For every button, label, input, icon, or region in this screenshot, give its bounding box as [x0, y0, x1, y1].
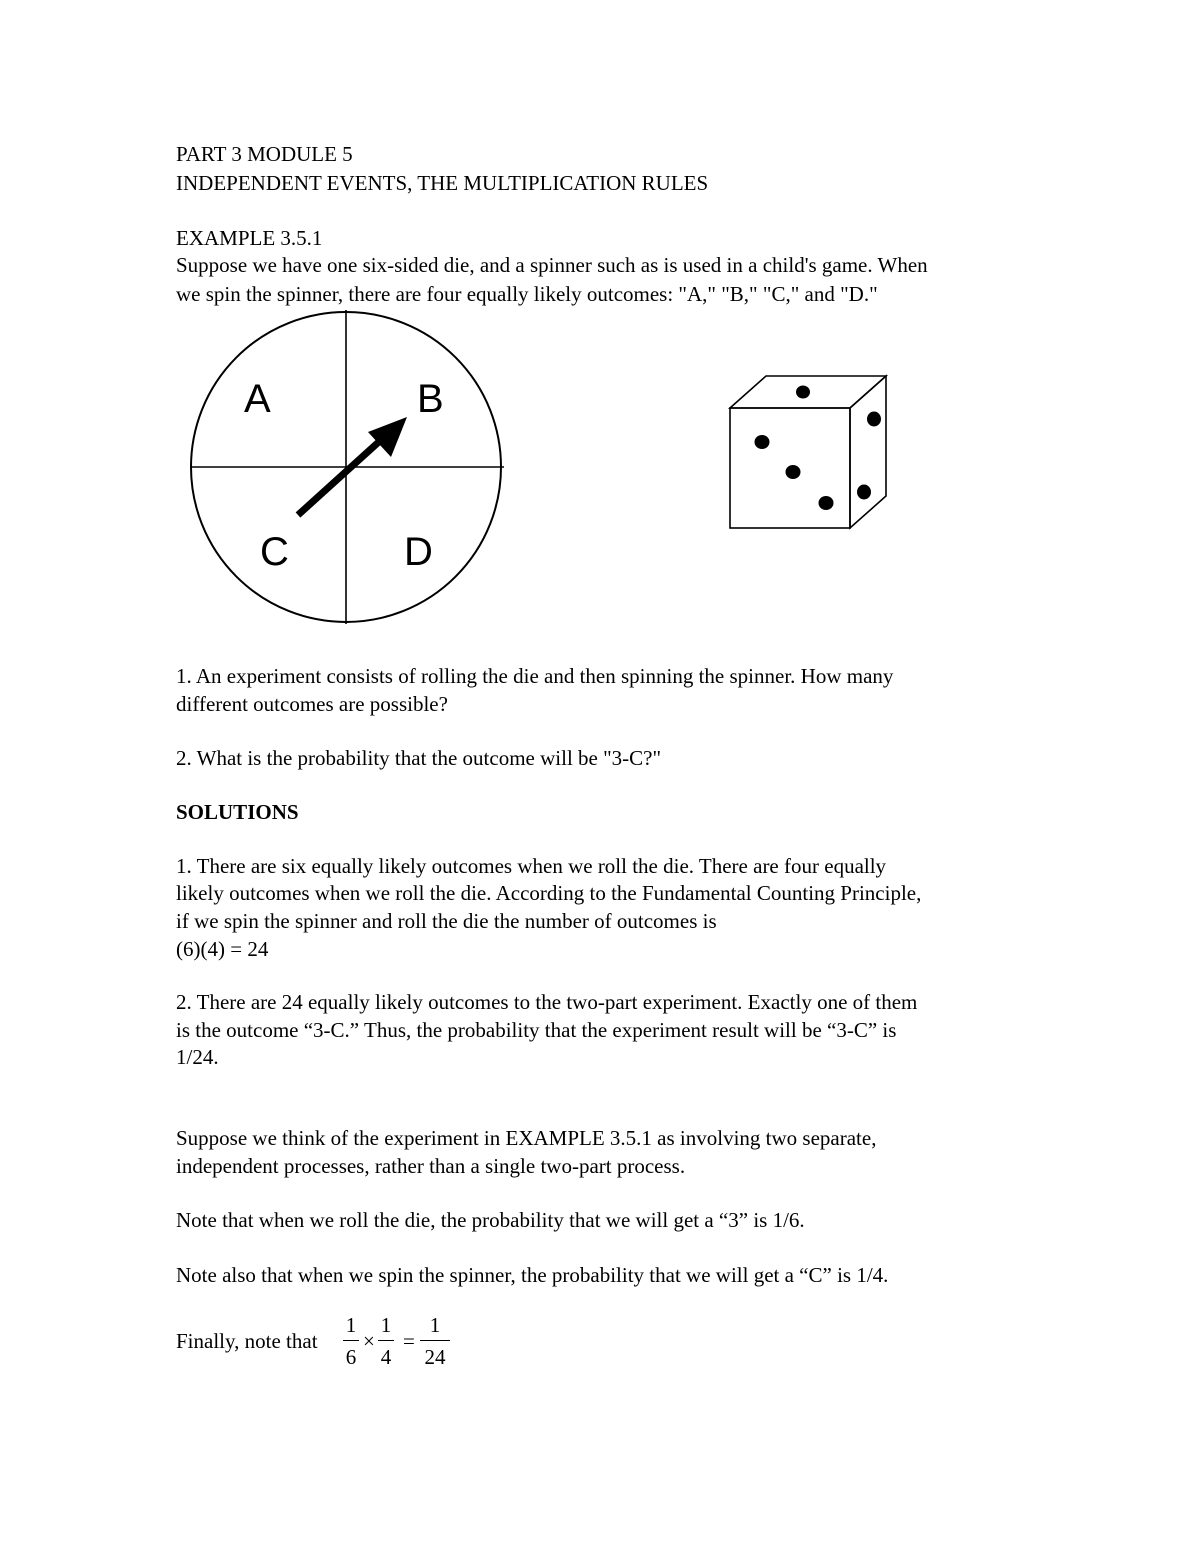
die-pip [786, 465, 801, 479]
question-1-line-1: 1. An experiment consists of rolling the die and then spinning the spinner. How many [176, 664, 894, 688]
solution-1-line-1: 1. There are six equally likely outcomes when we roll the die. There are four equally [176, 854, 887, 878]
fraction-bar [378, 1340, 394, 1341]
fraction-denominator: 6 [345, 1345, 357, 1369]
module-title: INDEPENDENT EVENTS, THE MULTIPLICATION RULES [176, 171, 709, 195]
example-intro-line-1: Suppose we have one six-sided die, and a spinner such as is used in a child's game. When [176, 253, 928, 277]
die-pip [857, 485, 871, 500]
fraction-denominator: 24 [424, 1345, 446, 1369]
fraction-bar [343, 1340, 359, 1341]
discussion-para-2: Note that when we roll the die, the probability that we will get a “3” is 1/6. [176, 1208, 805, 1232]
die-figure [726, 372, 894, 534]
die-pip [796, 386, 810, 399]
solution-2-line-2: is the outcome “3-C.” Thus, the probability that the experiment result will be “3-C” is [176, 1018, 897, 1042]
spinner-arrow-shaft [298, 439, 382, 515]
fraction-numerator: 1 [345, 1313, 357, 1337]
spinner-label-b: B [417, 377, 444, 421]
question-2: 2. What is the probability that the outcome will be "3-C?" [176, 746, 662, 770]
spinner-label-c: C [260, 530, 289, 574]
discussion-para-1-line-1: Suppose we think of the experiment in EXAMPLE 3.5.1 as involving two separate, [176, 1126, 877, 1150]
discussion-para-3: Note also that when we spin the spinner, the probability that we will get a “C” is 1/4. [176, 1263, 889, 1287]
fraction-numerator: 1 [429, 1313, 441, 1337]
die-pip [755, 435, 770, 449]
fraction-one-twenty-fourth [420, 1312, 450, 1370]
die-side-face [850, 376, 886, 528]
example-title: EXAMPLE 3.5.1 [176, 226, 323, 250]
solution-1-line-4: (6)(4) = 24 [176, 937, 269, 961]
formula-lead-text: Finally, note that [176, 1329, 318, 1353]
solutions-title: SOLUTIONS [176, 800, 299, 824]
fraction-numerator: 1 [380, 1313, 392, 1337]
fraction-one-fourth [378, 1312, 394, 1370]
die-pip [819, 496, 834, 510]
die-pip [867, 412, 881, 427]
spinner-figure [186, 308, 508, 626]
fraction-one-sixth [343, 1312, 359, 1370]
solution-2-line-3: 1/24. [176, 1045, 219, 1069]
fraction-denominator: 4 [380, 1345, 392, 1369]
fraction-bar [420, 1340, 450, 1341]
equals-sign: = [403, 1329, 415, 1353]
solution-1-line-3: if we spin the spinner and roll the die the number of outcomes is [176, 909, 717, 933]
times-sign: × [363, 1329, 375, 1353]
discussion-para-1-line-2: independent processes, rather than a single two-part process. [176, 1154, 686, 1178]
spinner-label-a: A [244, 377, 271, 421]
solution-2-line-1: 2. There are 24 equally likely outcomes to the two-part experiment. Exactly one of them [176, 990, 918, 1014]
example-intro-line-2: we spin the spinner, there are four equally likely outcomes: "A," "B," "C," and "D." [176, 282, 878, 306]
spinner-label-d: D [404, 530, 433, 574]
module-heading: PART 3 MODULE 5 [176, 142, 353, 166]
question-1-line-2: different outcomes are possible? [176, 692, 448, 716]
solution-1-line-2: likely outcomes when we roll the die. According to the Fundamental Counting Principle, [176, 881, 922, 905]
